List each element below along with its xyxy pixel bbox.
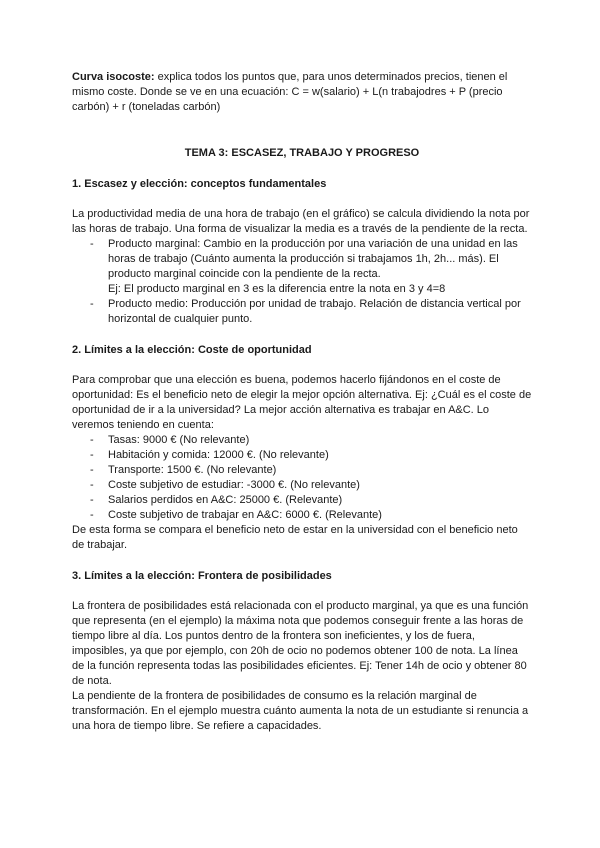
section-1-title: 1. Escasez y elección: conceptos fundamentales [72,178,327,190]
bullet-text: Producto marginal: Cambio en la producción por una variación de una unidad en las horas de trabajo (Cuánto aumenta la producción si trabajamos 1h, 2h... más). El producto marginal coincide con la pendiente de la recta. [108,238,518,280]
list-item: - Coste subjetivo de estudiar: -3000 €. (No relevante) [72,478,532,493]
section-2-bullets [72,433,532,523]
section-1-bullets [72,237,532,327]
isocost-text: explica todos los puntos que, para unos determinados precios, tienen el mismo coste. Donde se ve en una ecuación: C = w(salario) + L(n trabajodres + P (precio carbón) + r (toneladas carbón) [72,71,508,113]
section-2-outro: De esta forma se compara el beneficio neto de estar en la universidad con el beneficio neto de trabajar. [72,524,518,551]
isocost-paragraph [72,70,532,115]
section-2-intro: Para comprobar que una elección es buena, podemos hacerlo fijándonos en el coste de oportunidad: Es el beneficio neto de elegir la mejor opción alternativa. Ej: ¿Cuál es el coste de oportunidad de ir a la universidad? La mejor acción alternativa es trabajar en A&C. Lo veremos teniendo en cuenta: [72,374,532,431]
section-3-para-1: La frontera de posibilidades está relacionada con el producto marginal, ya que es una función que representa (en el ejemplo) la máxima nota que podemos conseguir frente a las horas de tiempo libre al día. Los puntos dentro de la frontera son ineficientes, y los de fuera, imposibles, ya que por ejemplo, con 20h de ocio no podemos obtener 100 de nota. La línea de la función representa todas las posibilidades eficientes. Ej: Tener 14h de ocio y obtener 80 de nota. [72,600,529,687]
list-item: - Producto medio: Producción por unidad de trabajo. Relación de distancia vertical por horizontal de cualquier punto. [72,297,532,327]
section-3-para-2: La pendiente de la frontera de posibilidades de consumo es la relación marginal de transformación. En el ejemplo muestra cuánto aumenta la nota de un estudiante si renuncia a una hora de tiempo libre. Se refiere a capacidades. [72,690,529,732]
section-3-title: 3. Límites a la elección: Frontera de posibilidades [72,570,332,582]
document-page [72,70,532,734]
section-2-title: 2. Límites a la elección: Coste de oportunidad [72,344,312,356]
list-item: - Transporte: 1500 €. (No relevante) [72,463,532,478]
list-item: - Tasas: 9000 € (No relevante) [72,433,532,448]
isocost-term: Curva isocoste: [72,71,155,83]
bullet-example: Ej: El producto marginal en 3 es la diferencia entre la nota en 3 y 4=8 [108,283,446,295]
list-item: - Salarios perdidos en A&C: 25000 €. (Relevante) [72,493,532,508]
list-item: - Coste subjetivo de trabajar en A&C: 6000 €. (Relevante) [72,508,532,523]
tema-title: TEMA 3: ESCASEZ, TRABAJO Y PROGRESO [184,147,420,159]
list-item [72,237,532,297]
section-1-intro: La productividad media de una hora de trabajo (en el gráfico) se calcula dividiendo la nota por las horas de trabajo. Una forma de visualizar la media es a través de la pendiente de la recta. [72,208,530,235]
list-item: - Habitación y comida: 12000 €. (No relevante) [72,448,532,463]
